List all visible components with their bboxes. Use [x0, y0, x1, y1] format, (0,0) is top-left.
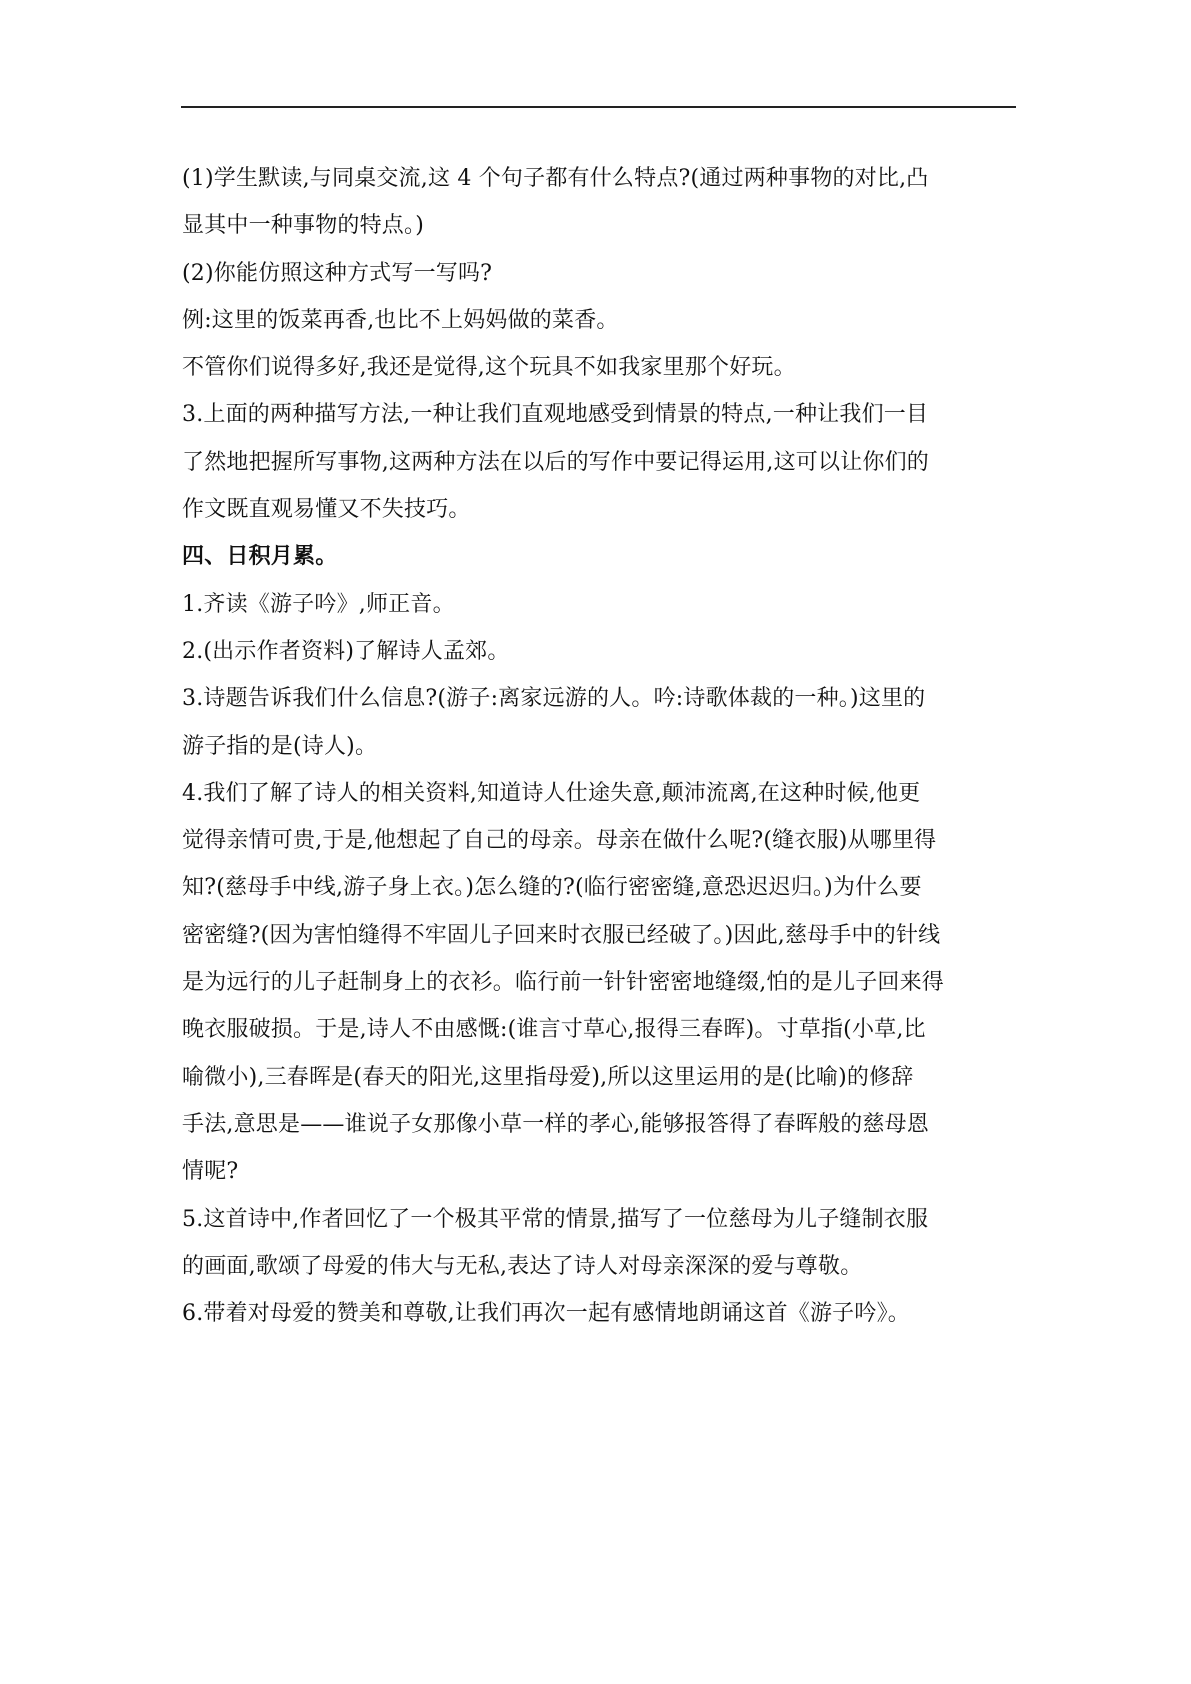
- text-line: 1.齐读《游子吟》,师正音。: [182, 591, 455, 617]
- text-line: 5.这首诗中,作者回忆了一个极其平常的情景,描写了一位慈母为儿子缝制衣服: [182, 1206, 929, 1232]
- text-line: 3.诗题告诉我们什么信息?(游子:离家远游的人。吟:诗歌体裁的一种。)这里的: [182, 686, 926, 712]
- text-line: 游子指的是(诗人)。: [182, 733, 378, 759]
- text-line: 例:这里的饭菜再香,也比不上妈妈做的菜香。: [182, 307, 619, 333]
- text-line: 6.带着对母爱的赞美和尊敬,让我们再次一起有感情地朗诵这首《游子吟》。: [182, 1301, 910, 1327]
- text-line: (2)你能仿照这种方式写一写吗?: [182, 260, 493, 286]
- text-line: 4.我们了解了诗人的相关资料,知道诗人仕途失意,颠沛流离,在这种时候,他更: [182, 780, 921, 806]
- text-line: 显其中一种事物的特点。): [182, 213, 424, 239]
- text-line: 3.上面的两种描写方法,一种让我们直观地感受到情景的特点,一种让我们一目: [182, 402, 929, 428]
- text-line: 2.(出示作者资料)了解诗人孟郊。: [182, 638, 510, 664]
- text-line: 知?(慈母手中线,游子身上衣。)怎么缝的?(临行密密缝,意恐迟迟归。)为什么要: [182, 875, 922, 901]
- section-heading: 四、日积月累。: [182, 543, 338, 570]
- header-rule: [181, 106, 1016, 108]
- text-line: 手法,意思是——谁说子女那像小草一样的孝心,能够报答得了春晖般的慈母恩: [182, 1111, 929, 1137]
- text-line: 是为远行的儿子赶制身上的衣衫。临行前一针针密密地缝缀,怕的是儿子回来得: [182, 970, 944, 996]
- text-line: 晚衣服破损。于是,诗人不由感慨:(谁言寸草心,报得三春晖)。寸草指(小草,比: [182, 1017, 926, 1043]
- document-body: [182, 155, 1020, 1337]
- text-line: 了然地把握所写事物,这两种方法在以后的写作中要记得运用,这可以让你们的: [182, 449, 929, 475]
- text-line: (1)学生默读,与同桌交流,这 4 个句子都有什么特点?(通过两种事物的对比,凸: [182, 166, 929, 191]
- text-line: 作文既直观易懂又不失技巧。: [182, 497, 471, 523]
- text-line: 喻微小),三春晖是(春天的阳光,这里指母爱),所以这里运用的是(比喻)的修辞: [182, 1064, 914, 1090]
- text-line: 不管你们说得多好,我还是觉得,这个玩具不如我家里那个好玩。: [182, 355, 796, 381]
- text-line: 密密缝?(因为害怕缝得不牢固儿子回来时衣服已经破了。)因此,慈母手中的针线: [182, 922, 941, 948]
- text-line: 情呢?: [182, 1159, 239, 1185]
- text-line: 的画面,歌颂了母爱的伟大与无私,表达了诗人对母亲深深的爱与尊敬。: [182, 1253, 863, 1279]
- text-line: 觉得亲情可贵,于是,他想起了自己的母亲。母亲在做什么呢?(缝衣服)从哪里得: [182, 828, 937, 854]
